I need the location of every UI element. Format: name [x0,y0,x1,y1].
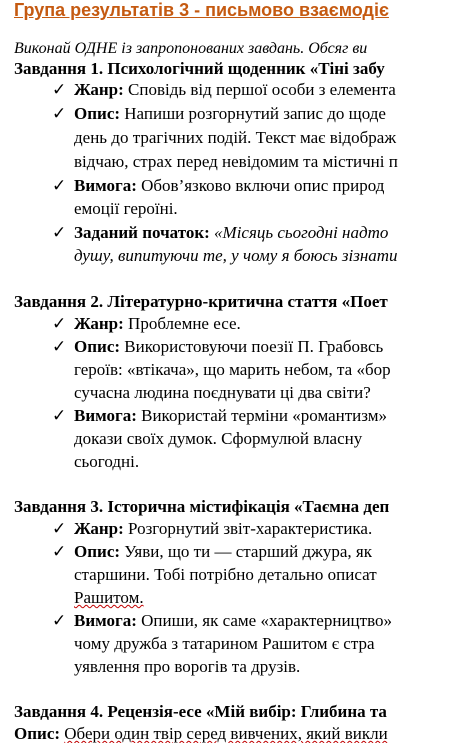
task-3-heading: Завдання 3. Історична містифікація «Таємна деп [14,497,390,516]
task-3-description-line: Рашитом. [74,588,144,607]
task-3-description-line: старшини. Тобі потрібно детально описат [74,565,377,584]
task-1-genre: Жанр: Сповідь від першої особи з елемента [74,80,396,99]
task-2-requirement-line: докази своїх думок. Сформулюй власну [74,429,363,448]
task-2-description-line: сучасна людина поєднувати ці два світи? [74,383,371,402]
task-3-requirement: Вимога: Опиши, як саме «характерництво» [74,611,392,630]
task-1-given-start: Заданий початок: «Місяць сьогодні надто [74,223,389,242]
check-mark-icon: ✓ [52,176,67,195]
task-2-requirement: Вимога: Використай терміни «романтизм» [74,406,387,425]
task-1-description-line: відчаю, страх перед невідомим та містичні п [74,152,398,171]
task-2-genre: Жанр: Проблемне есе. [74,314,241,333]
task-1-description: Опис: Напиши розгорнутий запис до щоде [74,104,386,123]
task-2-description: Опис: Використовуючи поезії П. Грабовсь [74,337,384,356]
task-3-requirement-line: уявлення про ворогів та друзів. [74,657,301,676]
check-mark-icon: ✓ [52,406,67,425]
page-title: Група результатів 3 - письмово взаємодіє [14,0,389,20]
check-mark-icon: ✓ [52,223,67,242]
check-mark-icon: ✓ [52,542,67,561]
task-3-requirement-line: чому дружба з татарином Рашитом є стра [74,634,375,653]
task-1-requirement-line: емоції героїні. [74,199,178,218]
task-4-heading: Завдання 4. Рецензія-есе «Мій вибір: Глибина та [14,702,387,721]
task-1-given-start-line: душу, випитуючи те, у чому я боюсь зізнати [74,246,398,265]
task-1-heading: Завдання 1. Психологічний щоденник «Тіні забу [14,59,385,78]
task-4-description: Опис: Обери один твір серед вивчених, який викли [14,724,388,743]
task-1-requirement: Вимога: Обов’язково включи опис природ [74,176,385,195]
check-mark-icon: ✓ [52,611,67,630]
check-mark-icon: ✓ [52,104,67,123]
task-3-description: Опис: Уяви, що ти — старший джура, як [74,542,372,561]
instructions-text: Виконай ОДНЕ із запропонованих завдань. Обсяг ви [14,40,368,57]
task-2-heading: Завдання 2. Літературно-критична стаття «Поет [14,292,388,311]
check-mark-icon: ✓ [52,314,67,333]
task-2-description-line: героїв: «втікача», що марить небом, та «бор [74,360,391,379]
check-mark-icon: ✓ [52,337,67,356]
task-1-description-line: день до трагічних подій. Текст має відображ [74,128,397,147]
task-2-requirement-line: сьогодні. [74,452,140,471]
check-mark-icon: ✓ [52,80,67,99]
task-3-genre: Жанр: Розгорнутий звіт-характеристика. [74,519,373,538]
check-mark-icon: ✓ [52,519,67,538]
